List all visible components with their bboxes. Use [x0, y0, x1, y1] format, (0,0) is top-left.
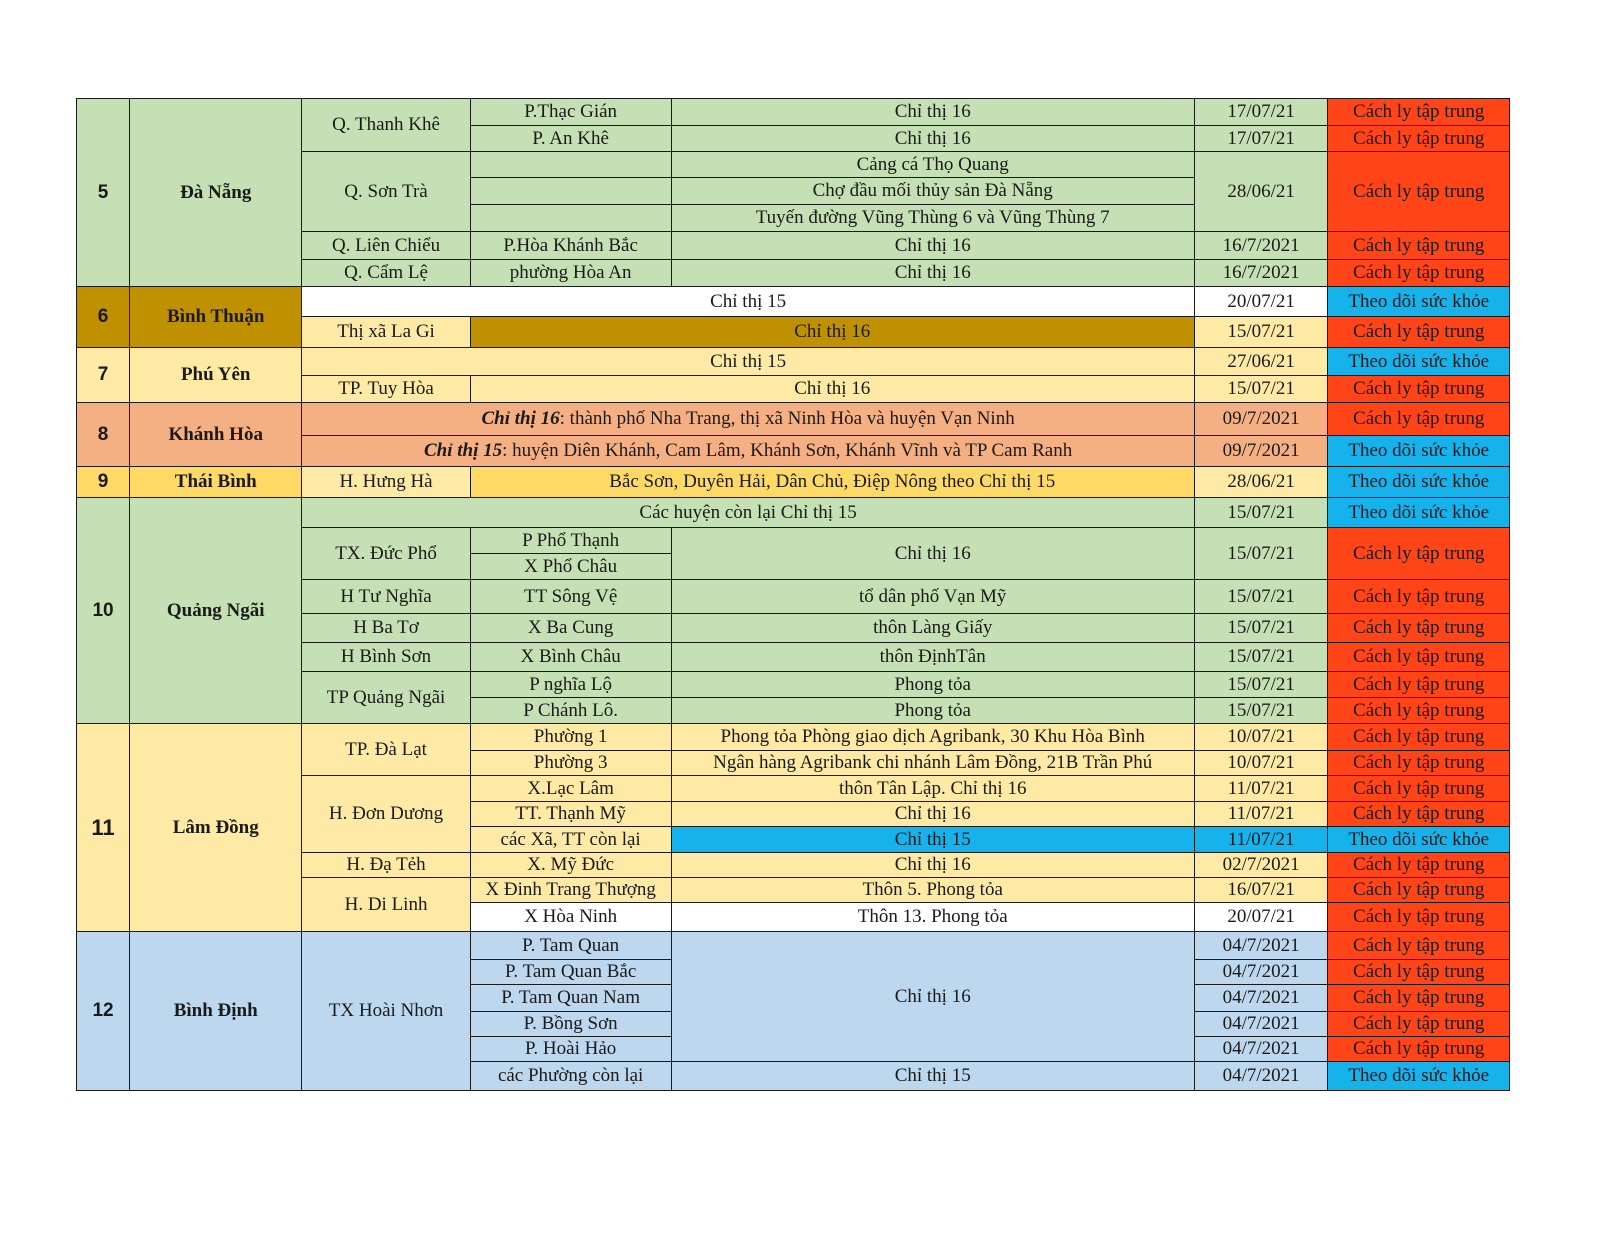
measure-cell: Chỉ thị 15 — [302, 348, 1194, 376]
ward-cell — [470, 152, 671, 178]
date-cell: 04/7/2021 — [1194, 1062, 1328, 1091]
district-cell: Q. Sơn Trà — [302, 152, 470, 232]
date-cell: 15/07/21 — [1194, 580, 1328, 614]
measure-cell: Chỉ thị 16 — [671, 802, 1194, 827]
measure-cell: Chỉ thị 16 — [671, 528, 1194, 580]
ward-cell: X Ba Cung — [470, 614, 671, 643]
status-cell: Theo dõi sức khỏe — [1328, 287, 1510, 317]
status-cell: Cách ly tập trung — [1328, 99, 1510, 126]
district-cell: TX. Đức Phổ — [302, 528, 470, 580]
ward-cell: các Phường còn lại — [470, 1062, 671, 1091]
status-cell: Cách ly tập trung — [1328, 960, 1510, 985]
measure-cell: Bắc Sơn, Duyên Hải, Dân Chủ, Điệp Nông theo Chỉ thị 15 — [470, 467, 1194, 498]
ward-cell: P. Tam Quan — [470, 932, 671, 960]
date-cell: 09/7/2021 — [1194, 436, 1328, 467]
province-number: 6 — [77, 287, 130, 348]
table-row — [77, 348, 1510, 376]
ward-cell: X.Lạc Lâm — [470, 776, 671, 802]
measure-cell: Chỉ thị 16 — [671, 260, 1194, 287]
province-name: Bình Định — [130, 932, 302, 1091]
ward-cell: X. Mỹ Đức — [470, 853, 671, 878]
covid-measures-table — [76, 98, 1510, 1091]
province-number: 5 — [77, 99, 130, 287]
status-cell: Cách ly tập trung — [1328, 643, 1510, 672]
date-cell: 16/7/2021 — [1194, 232, 1328, 260]
district-cell: TP. Đà Lạt — [302, 724, 470, 776]
status-cell: Cách ly tập trung — [1328, 903, 1510, 932]
province-number: 9 — [77, 467, 130, 498]
measure-cell: Các huyện còn lại Chỉ thị 15 — [302, 498, 1194, 528]
measure-cell: Tuyến đường Vũng Thùng 6 và Vũng Thùng 7 — [671, 205, 1194, 232]
ward-cell: P. An Khê — [470, 126, 671, 152]
measure-cell: Chỉ thị 16 — [470, 317, 1194, 348]
province-name: Phú Yên — [130, 348, 302, 403]
province-name: Khánh Hòa — [130, 403, 302, 467]
ward-cell: P. Tam Quan Nam — [470, 985, 671, 1012]
date-cell: 11/07/21 — [1194, 776, 1328, 802]
date-cell: 10/07/21 — [1194, 724, 1328, 751]
province-number: 12 — [77, 932, 130, 1091]
measure-cell: thôn ĐịnhTân — [671, 643, 1194, 672]
status-cell: Theo dõi sức khỏe — [1328, 498, 1510, 528]
ward-cell: P. Tam Quan Bắc — [470, 960, 671, 985]
status-cell: Cách ly tập trung — [1328, 317, 1510, 348]
ward-cell: P.Hòa Khánh Bắc — [470, 232, 671, 260]
ward-cell: X Đinh Trang Thượng — [470, 878, 671, 903]
status-cell: Theo dõi sức khỏe — [1328, 436, 1510, 467]
date-cell: 16/07/21 — [1194, 878, 1328, 903]
ward-cell — [470, 205, 671, 232]
measure-cell: Chỉ thị 16 — [671, 99, 1194, 126]
ward-cell: P Chánh Lô. — [470, 698, 671, 724]
status-cell: Cách ly tập trung — [1328, 802, 1510, 827]
ward-cell: P Phổ Thạnh — [470, 528, 671, 554]
date-cell: 15/07/21 — [1194, 672, 1328, 698]
status-cell: Cách ly tập trung — [1328, 853, 1510, 878]
province-number: 10 — [77, 498, 130, 724]
district-cell: Q. Liên Chiểu — [302, 232, 470, 260]
measure-cell: Chỉ thị 15 — [671, 827, 1194, 853]
measure-cell: Chỉ thị 16 — [470, 376, 1194, 403]
status-cell: Cách ly tập trung — [1328, 260, 1510, 287]
date-cell: 04/7/2021 — [1194, 1037, 1328, 1062]
measure-cell: Phong tỏa — [671, 698, 1194, 724]
status-cell: Cách ly tập trung — [1328, 126, 1510, 152]
ward-cell: X Phổ Châu — [470, 554, 671, 580]
ward-cell: X Hòa Ninh — [470, 903, 671, 932]
measure-cell: Chỉ thị 15 — [302, 287, 1194, 317]
measure-cell: Ngân hàng Agribank chi nhánh Lâm Đồng, 21B Trần Phú — [671, 751, 1194, 776]
ward-cell: TT Sông Vệ — [470, 580, 671, 614]
measure-cell — [302, 403, 1194, 436]
measure-cell: thôn Làng Giấy — [671, 614, 1194, 643]
date-cell: 15/07/21 — [1194, 528, 1328, 580]
date-cell: 04/7/2021 — [1194, 960, 1328, 985]
province-number: 8 — [77, 403, 130, 467]
province-name: Thái Bình — [130, 467, 302, 498]
province-name: Bình Thuận — [130, 287, 302, 348]
date-cell: 04/7/2021 — [1194, 1012, 1328, 1037]
measure-text: : thành phố Nha Trang, thị xã Ninh Hòa và huyện Vạn Ninh — [559, 408, 1015, 430]
status-cell: Cách ly tập trung — [1328, 672, 1510, 698]
ward-cell: X Bình Châu — [470, 643, 671, 672]
date-cell: 10/07/21 — [1194, 751, 1328, 776]
district-cell: TX Hoài Nhơn — [302, 932, 470, 1091]
date-cell: 20/07/21 — [1194, 287, 1328, 317]
district-cell: H. Di Linh — [302, 878, 470, 932]
status-cell: Cách ly tập trung — [1328, 376, 1510, 403]
date-cell: 11/07/21 — [1194, 827, 1328, 853]
date-cell: 27/06/21 — [1194, 348, 1328, 376]
district-cell: H Ba Tơ — [302, 614, 470, 643]
ward-cell: P.Thạc Gián — [470, 99, 671, 126]
status-cell: Cách ly tập trung — [1328, 751, 1510, 776]
measure-cell: Chỉ thị 16 — [671, 932, 1194, 1062]
date-cell: 15/07/21 — [1194, 643, 1328, 672]
status-cell: Cách ly tập trung — [1328, 232, 1510, 260]
district-cell: TP Quảng Ngãi — [302, 672, 470, 724]
date-cell: 15/07/21 — [1194, 614, 1328, 643]
status-cell: Cách ly tập trung — [1328, 698, 1510, 724]
table-row — [77, 403, 1510, 436]
date-cell: 15/07/21 — [1194, 317, 1328, 348]
measure-cell: Chỉ thị 16 — [671, 853, 1194, 878]
status-cell: Theo dõi sức khỏe — [1328, 348, 1510, 376]
date-cell: 04/7/2021 — [1194, 985, 1328, 1012]
province-name: Đà Nẵng — [130, 99, 302, 287]
directive-label: Chỉ thị 16 — [481, 408, 560, 430]
district-cell: H. Hưng Hà — [302, 467, 470, 498]
ward-cell: P nghĩa Lộ — [470, 672, 671, 698]
measure-cell: Chợ đầu mối thủy sản Đà Nẵng — [671, 178, 1194, 205]
province-name: Lâm Đồng — [130, 724, 302, 932]
ward-cell: các Xã, TT còn lại — [470, 827, 671, 853]
status-cell: Cách ly tập trung — [1328, 932, 1510, 960]
date-cell: 09/7/2021 — [1194, 403, 1328, 436]
date-cell: 15/07/21 — [1194, 698, 1328, 724]
district-cell: Q. Thanh Khê — [302, 99, 470, 152]
ward-cell: phường Hòa An — [470, 260, 671, 287]
province-number: 7 — [77, 348, 130, 403]
table-row — [77, 724, 1510, 751]
status-cell: Cách ly tập trung — [1328, 1012, 1510, 1037]
ward-cell: TT. Thạnh Mỹ — [470, 802, 671, 827]
directive-label: Chỉ thị 15 — [423, 440, 503, 462]
district-cell: H Tư Nghĩa — [302, 580, 470, 614]
date-cell: 02/7/2021 — [1194, 853, 1328, 878]
status-cell: Cách ly tập trung — [1328, 614, 1510, 643]
measure-cell — [302, 436, 1194, 467]
ward-cell — [470, 178, 671, 205]
status-cell: Cách ly tập trung — [1328, 878, 1510, 903]
table-row — [77, 287, 1510, 317]
measure-cell: tổ dân phố Vạn Mỹ — [671, 580, 1194, 614]
measure-cell: Thôn 5. Phong tỏa — [671, 878, 1194, 903]
date-cell: 16/7/2021 — [1194, 260, 1328, 287]
measure-cell: Chỉ thị 15 — [671, 1062, 1194, 1091]
table-row — [77, 467, 1510, 498]
date-cell: 28/06/21 — [1194, 467, 1328, 498]
status-cell: Theo dõi sức khỏe — [1328, 467, 1510, 498]
measure-cell: Thôn 13. Phong tỏa — [671, 903, 1194, 932]
measure-cell: Phong tỏa Phòng giao dịch Agribank, 30 Khu Hòa Bình — [671, 724, 1194, 751]
status-cell: Cách ly tập trung — [1328, 152, 1510, 232]
province-name: Quảng Ngãi — [130, 498, 302, 724]
district-cell: Thị xã La Gi — [302, 317, 470, 348]
date-cell: 20/07/21 — [1194, 903, 1328, 932]
measure-cell: thôn Tân Lập. Chỉ thị 16 — [671, 776, 1194, 802]
date-cell: 15/07/21 — [1194, 498, 1328, 528]
table-row — [77, 498, 1510, 528]
status-cell: Cách ly tập trung — [1328, 776, 1510, 802]
status-cell: Cách ly tập trung — [1328, 985, 1510, 1012]
date-cell: 04/7/2021 — [1194, 932, 1328, 960]
status-cell: Cách ly tập trung — [1328, 724, 1510, 751]
status-cell: Theo dõi sức khỏe — [1328, 1062, 1510, 1091]
province-number: 11 — [77, 724, 130, 932]
measure-cell: Chỉ thị 16 — [671, 126, 1194, 152]
ward-cell: P. Bồng Sơn — [470, 1012, 671, 1037]
district-cell: H. Đạ Tẻh — [302, 853, 470, 878]
measure-text: : huyện Diên Khánh, Cam Lâm, Khánh Sơn, Khánh Vĩnh và TP Cam Ranh — [502, 440, 1073, 462]
date-cell: 17/07/21 — [1194, 99, 1328, 126]
measure-cell: Chỉ thị 16 — [671, 232, 1194, 260]
district-cell: H. Đơn Dương — [302, 776, 470, 853]
district-cell: Q. Cẩm Lệ — [302, 260, 470, 287]
measure-cell: Cảng cá Thọ Quang — [671, 152, 1194, 178]
ward-cell: Phường 1 — [470, 724, 671, 751]
district-cell: H Bình Sơn — [302, 643, 470, 672]
date-cell: 17/07/21 — [1194, 126, 1328, 152]
status-cell: Cách ly tập trung — [1328, 528, 1510, 580]
ward-cell: P. Hoài Hảo — [470, 1037, 671, 1062]
date-cell: 11/07/21 — [1194, 802, 1328, 827]
status-cell: Cách ly tập trung — [1328, 580, 1510, 614]
date-cell: 28/06/21 — [1194, 152, 1328, 232]
table-row — [77, 932, 1510, 960]
status-cell: Cách ly tập trung — [1328, 403, 1510, 436]
status-cell: Theo dõi sức khỏe — [1328, 827, 1510, 853]
status-cell: Cách ly tập trung — [1328, 1037, 1510, 1062]
district-cell: TP. Tuy Hòa — [302, 376, 470, 403]
table-row — [77, 99, 1510, 126]
ward-cell: Phường 3 — [470, 751, 671, 776]
measure-cell: Phong tỏa — [671, 672, 1194, 698]
date-cell: 15/07/21 — [1194, 376, 1328, 403]
